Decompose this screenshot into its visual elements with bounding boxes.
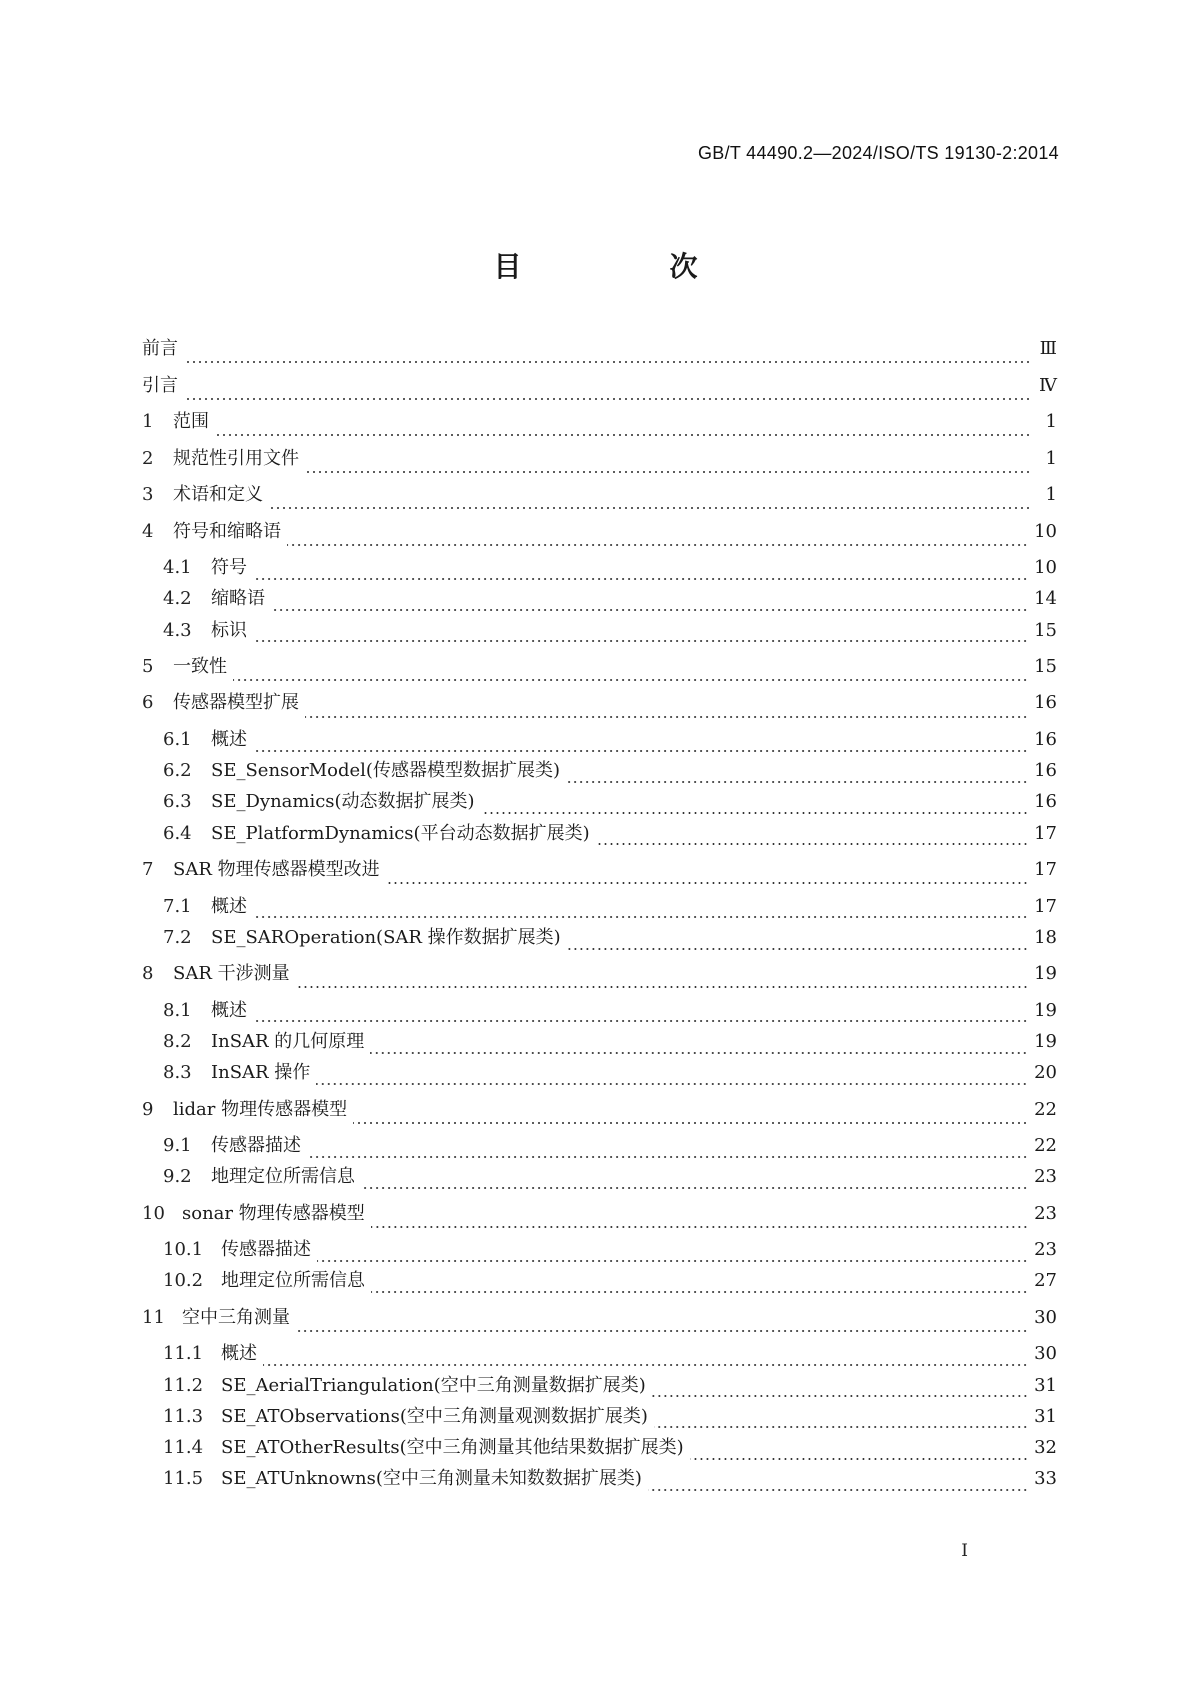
toc-entry-page: 1 — [1045, 447, 1057, 469]
toc-entry-page: 19 — [1034, 999, 1057, 1021]
toc-entry[interactable] — [142, 655, 1057, 695]
toc-entry-label: 传感器模型扩展 — [173, 692, 299, 714]
toc-entry-page: 16 — [1034, 728, 1057, 750]
toc-entry-number: 8.1 — [163, 999, 192, 1021]
table-of-contents — [142, 340, 1057, 1502]
toc-entry[interactable] — [142, 1306, 1057, 1346]
toc-entry-number: 6 — [142, 692, 154, 714]
toc-entry[interactable] — [142, 1137, 1057, 1168]
toc-leader-dots — [305, 716, 1028, 718]
toc-entry-number: 4.2 — [163, 588, 192, 610]
toc-leader-dots — [253, 1020, 1028, 1022]
toc-leader-dots — [184, 398, 1031, 400]
toc-entry-number: 10 — [142, 1202, 165, 1224]
toc-leader-dots — [253, 750, 1028, 752]
toc-leader-dots — [316, 1083, 1028, 1085]
toc-entry[interactable] — [142, 861, 1057, 898]
toc-entry-page: 23 — [1034, 1239, 1057, 1261]
toc-entry-page: 23 — [1034, 1166, 1057, 1188]
toc-entry[interactable] — [142, 694, 1057, 731]
toc-entry-page: 10 — [1034, 520, 1057, 542]
toc-entry[interactable] — [142, 486, 1057, 523]
toc-entry[interactable] — [142, 1030, 1057, 1064]
toc-entry[interactable] — [142, 413, 1057, 450]
toc-entry-number: 7.2 — [163, 926, 192, 948]
toc-entry-page: 16 — [1034, 692, 1057, 714]
toc-entry-page: Ⅳ — [1039, 374, 1057, 396]
toc-leader-dots — [263, 1364, 1028, 1366]
toc-entry-number: 11.4 — [163, 1437, 204, 1459]
toc-leader-dots — [215, 434, 1031, 436]
toc-entry[interactable] — [142, 762, 1057, 793]
toc-entry-label: 标识 — [211, 619, 247, 641]
toc-entry-label: 前言 — [142, 338, 178, 359]
toc-entry[interactable] — [142, 1241, 1057, 1272]
toc-entry-page: 17 — [1034, 822, 1057, 844]
toc-entry-page: 10 — [1034, 557, 1057, 578]
toc-entry[interactable] — [142, 447, 1057, 487]
toc-entry[interactable] — [142, 926, 1057, 960]
toc-entry-label: 概述 — [211, 728, 247, 750]
toc-leader-dots — [567, 948, 1028, 950]
toc-entry[interactable] — [142, 1098, 1057, 1138]
toc-entry-number: 11.3 — [163, 1405, 204, 1427]
toc-entry-number: 8 — [142, 963, 154, 985]
toc-entry-page: 30 — [1034, 1343, 1057, 1365]
toc-entry-page: 1 — [1045, 484, 1057, 505]
toc-entry-page: 19 — [1034, 963, 1057, 985]
toc-leader-dots — [596, 843, 1029, 845]
toc-entry-number: 6.3 — [163, 791, 192, 813]
toc-entry-label: 一致性 — [173, 655, 227, 677]
toc-leader-dots — [184, 361, 1031, 363]
toc-leader-dots — [361, 1187, 1028, 1189]
toc-leader-dots — [648, 1489, 1028, 1491]
toc-entry-label: 引言 — [142, 374, 178, 396]
toc-entry-label: 地理定位所需信息 — [221, 1270, 365, 1292]
toc-entry[interactable] — [142, 1202, 1057, 1242]
toc-entry-number: 4.1 — [163, 557, 192, 578]
toc-entry[interactable] — [142, 340, 1057, 377]
toc-entry-page: Ⅲ — [1039, 338, 1057, 359]
toc-leader-dots — [233, 679, 1028, 681]
toc-entry-page: 33 — [1034, 1468, 1057, 1490]
toc-entry-label: 符号 — [211, 557, 247, 578]
toc-entry-label: 概述 — [211, 999, 247, 1021]
toc-entry-number: 6.4 — [163, 822, 192, 844]
toc-entry-label: lidar 物理传感器模型 — [173, 1098, 348, 1120]
toc-entry-page: 23 — [1034, 1202, 1057, 1224]
toc-entry-page: 17 — [1034, 895, 1057, 917]
toc-leader-dots — [371, 1291, 1028, 1293]
toc-entry[interactable] — [142, 895, 1057, 929]
toc-entry[interactable] — [142, 1405, 1057, 1439]
toc-entry[interactable] — [142, 1470, 1057, 1501]
toc-entry[interactable] — [142, 728, 1057, 762]
toc-entry-number: 4 — [142, 520, 154, 542]
toc-leader-dots — [371, 1226, 1028, 1228]
toc-leader-dots — [566, 781, 1028, 783]
toc-leader-dots — [305, 471, 1031, 473]
toc-entry-label: 概述 — [221, 1343, 257, 1365]
toc-leader-dots — [317, 1260, 1028, 1262]
toc-entry-number: 1 — [142, 411, 154, 432]
toc-entry[interactable] — [142, 520, 1057, 560]
toc-entry-number: 9 — [142, 1098, 154, 1120]
toc-leader-dots — [370, 1052, 1028, 1054]
toc-entry-page: 31 — [1034, 1405, 1057, 1427]
toc-leader-dots — [296, 986, 1028, 988]
toc-entry-label: 符号和缩略语 — [173, 520, 281, 542]
toc-entry-label: SE_ATUnknowns(空中三角测量未知数数据扩展类) — [221, 1468, 642, 1490]
toc-entry-label: SE_ATOtherResults(空中三角测量其他结果数据扩展类) — [221, 1437, 684, 1459]
toc-entry-number: 6.1 — [163, 728, 192, 750]
toc-entry-label: SAR 物理传感器模型改进 — [173, 859, 380, 881]
toc-leader-dots — [253, 916, 1028, 918]
toc-entry[interactable] — [142, 590, 1057, 621]
toc-entry-number: 11.5 — [163, 1468, 204, 1490]
toc-entry-number: 7 — [142, 859, 154, 881]
toc-title: 目 次 — [493, 250, 758, 283]
toc-entry[interactable] — [142, 822, 1057, 856]
toc-entry-number: 11.2 — [163, 1374, 204, 1396]
toc-entry-label: SE_PlatformDynamics(平台动态数据扩展类) — [211, 822, 590, 844]
toc-entry-label: SE_SensorModel(传感器模型数据扩展类) — [211, 760, 560, 782]
toc-entry-page: 1 — [1045, 411, 1057, 432]
toc-leader-dots — [307, 1156, 1028, 1158]
toc-entry-number: 8.2 — [163, 1030, 192, 1052]
toc-entry-page: 30 — [1034, 1306, 1057, 1328]
toc-entry-label: SE_Dynamics(动态数据扩展类) — [211, 791, 475, 813]
toc-leader-dots — [652, 1395, 1028, 1397]
toc-entry[interactable] — [142, 1064, 1057, 1095]
toc-entry[interactable] — [142, 965, 1057, 1002]
toc-entry-page: 22 — [1034, 1098, 1057, 1120]
toc-entry-number: 11.1 — [163, 1343, 204, 1365]
toc-entry-number: 11 — [142, 1306, 165, 1328]
toc-leader-dots — [690, 1458, 1028, 1460]
toc-entry[interactable] — [142, 1374, 1057, 1408]
toc-entry-label: 术语和定义 — [173, 484, 263, 505]
toc-entry-number: 9.2 — [163, 1166, 192, 1188]
toc-leader-dots — [287, 544, 1028, 546]
toc-entry-number: 7.1 — [163, 895, 192, 917]
toc-entry-page: 27 — [1034, 1270, 1057, 1292]
toc-leader-dots — [654, 1426, 1028, 1428]
toc-entry-label: 缩略语 — [211, 588, 265, 610]
toc-entry-label: SAR 干涉测量 — [173, 963, 290, 985]
toc-entry-page: 19 — [1034, 1030, 1057, 1052]
toc-entry[interactable] — [142, 619, 1057, 653]
toc-leader-dots — [481, 812, 1029, 814]
toc-entry-page: 16 — [1034, 760, 1057, 782]
toc-entry-label: InSAR 操作 — [211, 1062, 311, 1084]
toc-entry-page: 15 — [1034, 619, 1057, 641]
toc-entry-label: 概述 — [211, 895, 247, 917]
toc-entry-number: 6.2 — [163, 760, 192, 782]
toc-entry-number: 10.1 — [163, 1239, 204, 1261]
toc-entry[interactable] — [142, 1168, 1057, 1199]
toc-entry-number: 8.3 — [163, 1062, 192, 1084]
toc-leader-dots — [296, 1330, 1028, 1332]
toc-leader-dots — [253, 640, 1028, 642]
toc-entry-page: 14 — [1034, 588, 1057, 610]
toc-entry[interactable] — [142, 1439, 1057, 1470]
toc-entry-label: 地理定位所需信息 — [211, 1166, 355, 1188]
toc-entry-number: 5 — [142, 655, 154, 677]
toc-leader-dots — [253, 578, 1028, 580]
toc-entry-page: 20 — [1034, 1062, 1057, 1084]
toc-entry-number: 4.3 — [163, 619, 192, 641]
toc-entry[interactable] — [142, 374, 1057, 414]
toc-entry-label: SE_ATObservations(空中三角测量观测数据扩展类) — [221, 1405, 648, 1427]
toc-leader-dots — [353, 1122, 1028, 1124]
standard-code-header: GB/T 44490.2—2024/ISO/TS 19130-2:2014 — [697, 143, 1059, 163]
toc-entry-label: InSAR 的几何原理 — [211, 1030, 365, 1052]
toc-entry-number: 9.1 — [163, 1135, 192, 1157]
toc-entry-page: 32 — [1034, 1437, 1057, 1459]
toc-entry-label: sonar 物理传感器模型 — [182, 1202, 365, 1224]
toc-entry-number: 3 — [142, 484, 154, 505]
toc-entry-page: 18 — [1034, 926, 1057, 948]
toc-entry-label: 规范性引用文件 — [173, 447, 299, 469]
toc-entry-label: 传感器描述 — [211, 1135, 301, 1157]
toc-entry-page: 15 — [1034, 655, 1057, 677]
toc-entry-label: 范围 — [173, 411, 209, 432]
toc-entry[interactable] — [142, 1272, 1057, 1303]
toc-entry-page: 17 — [1034, 859, 1057, 881]
toc-entry-page: 22 — [1034, 1135, 1057, 1157]
toc-entry-label: SE_SAROperation(SAR 操作数据扩展类) — [211, 926, 561, 948]
toc-entry-page: 16 — [1034, 791, 1057, 813]
toc-leader-dots — [271, 609, 1028, 611]
toc-leader-dots — [269, 507, 1031, 509]
toc-entry-label: 空中三角测量 — [182, 1306, 290, 1328]
toc-entry[interactable] — [142, 793, 1057, 824]
toc-entry-number: 10.2 — [163, 1270, 204, 1292]
page-number: I — [961, 1541, 968, 1561]
toc-entry[interactable] — [142, 999, 1057, 1033]
toc-leader-dots — [386, 882, 1028, 884]
toc-entry[interactable] — [142, 1345, 1057, 1376]
toc-entry-number: 2 — [142, 447, 154, 469]
toc-entry[interactable] — [142, 559, 1057, 590]
toc-entry-label: 传感器描述 — [221, 1239, 311, 1261]
toc-entry-label: SE_AerialTriangulation(空中三角测量数据扩展类) — [221, 1374, 646, 1396]
toc-entry-page: 31 — [1034, 1374, 1057, 1396]
